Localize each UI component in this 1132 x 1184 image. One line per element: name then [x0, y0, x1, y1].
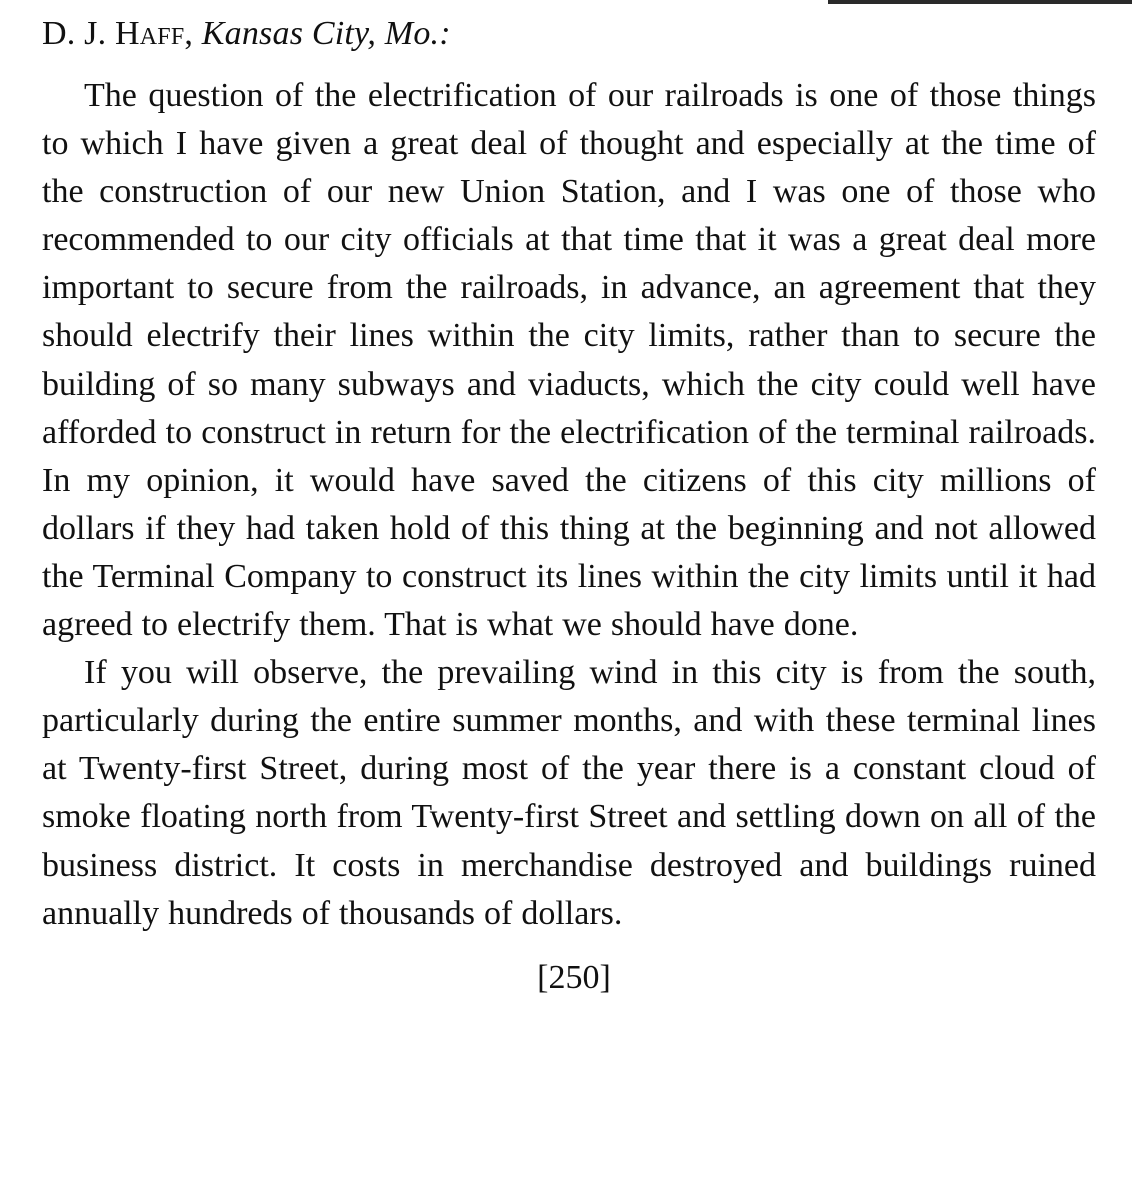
- top-border-rule: [828, 0, 1132, 4]
- speaker-heading: [42, 10, 1096, 58]
- body-paragraph-1: The question of the electrification of our railroads is one of those things to which I have given a great deal of thought and especially at the time of the construction of our new Union Station, and I was one of those who recommended to our city officials at that time that it was a great deal more important to secure from the railroads, in advance, an agreement that they should electrify their lines within the city limits, rather than to secure the building of so many subways and viaducts, which the city could well have afforded to construct in return for the electrification of the terminal railroads. In my opinion, it would have saved the citizens of this city millions of dollars if they had taken hold of this thing at the beginning and not allowed the Terminal Company to construct its lines within the city limits until it had agreed to electrify them. That is what we should have done.: [42, 77, 1096, 644]
- speaker-location: Kansas City, Mo.:: [201, 15, 451, 52]
- speaker-name: D. J. Haff,: [42, 15, 194, 52]
- body-paragraph-2: If you will observe, the prevailing wind in this city is from the south, particularly during the entire summer months, and with these terminal lines at Twenty-first Street, during most of the year there is a constant cloud of smoke floating north from Twenty-first Street and settling down on all of the business district. It costs in merchandise destroyed and buildings ruined annually hundreds of thousands of dollars.: [42, 654, 1096, 932]
- page-number: [250]: [537, 958, 611, 996]
- document-page: [42, 10, 1096, 1002]
